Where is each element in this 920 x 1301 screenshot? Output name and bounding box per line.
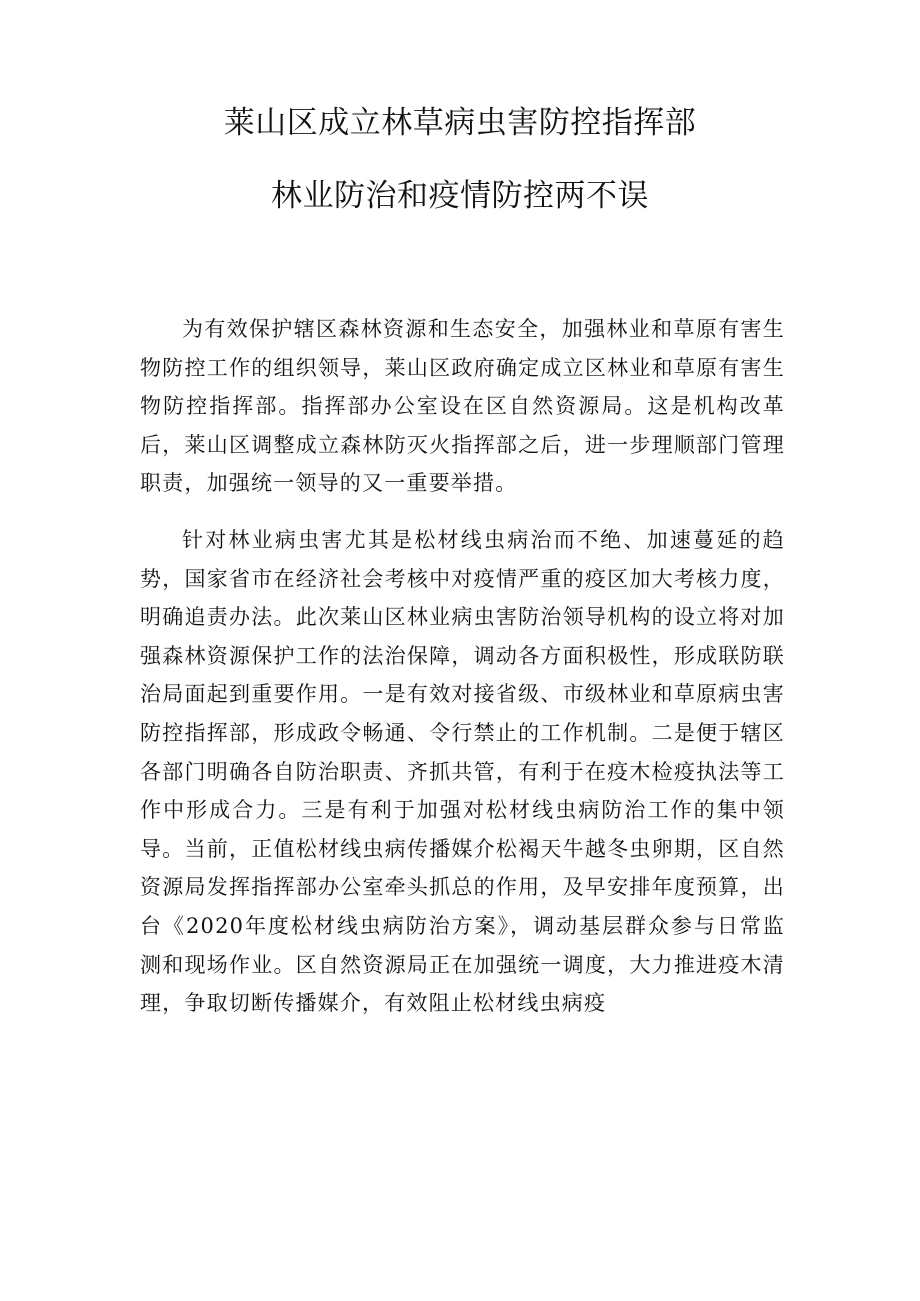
title-line-2: 林业防治和疫情防控两不误 [271, 178, 649, 214]
document-body [140, 310, 785, 1023]
paragraph-2: 针对林业病虫害尤其是松材线虫病治而不绝、加速蔓延的趋势，国家省市在经济社会考核中对疫情严重的疫区加大考核力度，明确追责办法。此次莱山区林业病虫害防治领导机构的设立将对加强森林资源保护工作的法治保障，调动各方面积极性，形成联防联治局面起到重要作用。一是有效对接省级、市级林业和草原病虫害防控指挥部，形成政令畅通、令行禁止的工作机制。二是便于辖区各部门明确各自防治职责、齐抓共管，有利于在疫木检疫执法等工作中形成合力。三是有利于加强对松材线虫病防治工作的集中领导。当前，正值松材线虫病传播媒介松褐天牛越冬虫卵期，区自然资源局发挥指挥部办公室牵头抓总的作用，及早安排年度预算，出台《2020年度松材线虫病防治方案》，调动基层群众参与日常监测和现场作业。区自然资源局正在加强统一调度，大力推进疫木清理，争取切断传播媒介，有效阻止松材线虫病疫 [140, 527, 785, 1016]
document-title [0, 105, 920, 214]
title-line-1: 莱山区成立林草病虫害防控指挥部 [223, 105, 697, 141]
paragraph-1: 为有效保护辖区森林资源和生态安全，加强林业和草原有害生物防控工作的组织领导，莱山区政府确定成立区林业和草原有害生物防控指挥部。指挥部办公室设在区自然资源局。这是机构改革后，莱山区调整成立森林防灭火指挥部之后，进一步理顺部门管理职责，加强统一领导的又一重要举措。 [140, 317, 785, 496]
